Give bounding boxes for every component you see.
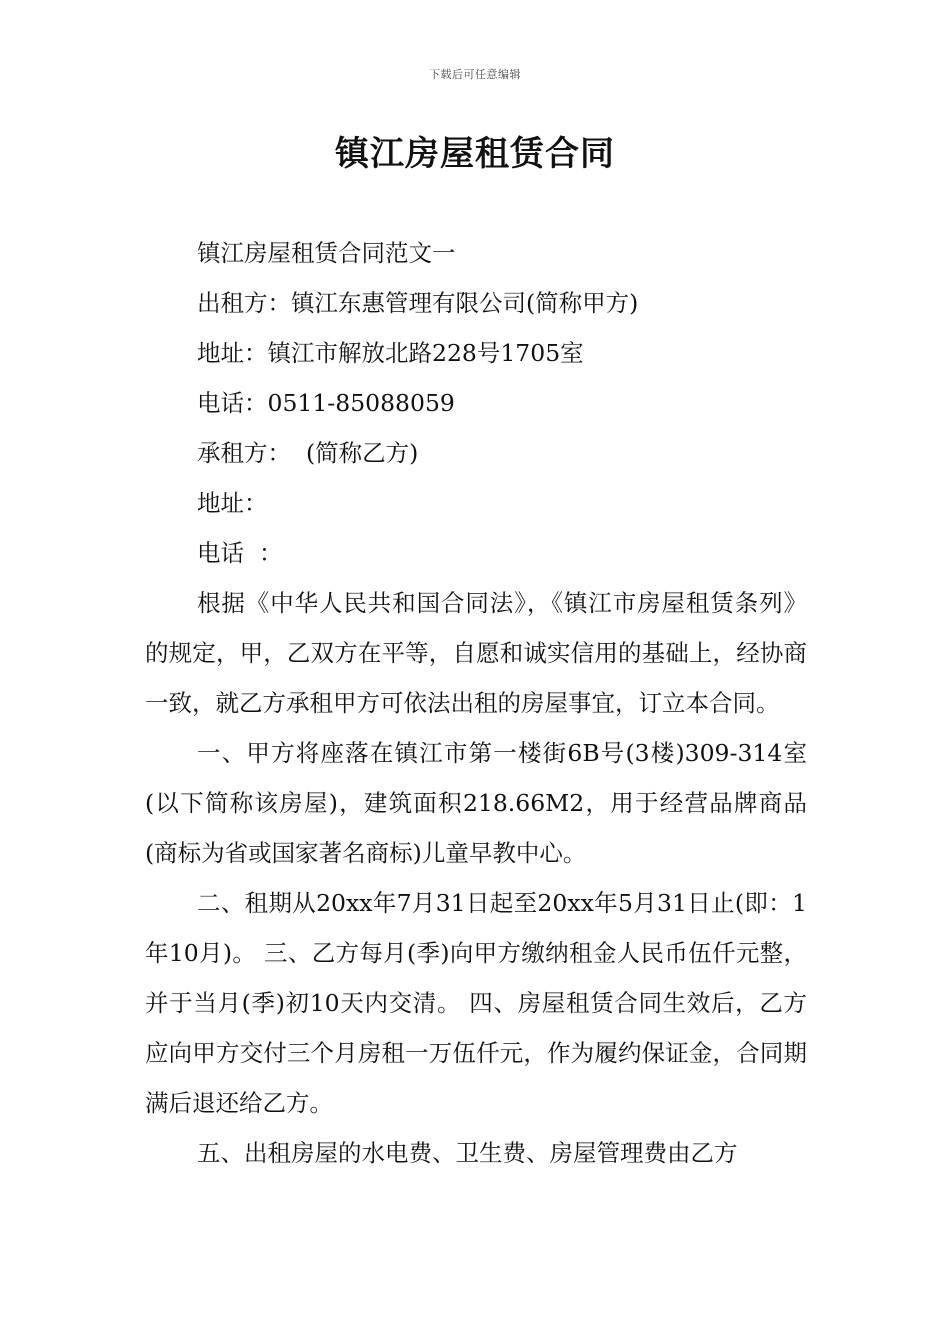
lessee-phone-line: 电话 ： <box>197 539 283 567</box>
lessor-phone-line: 电话：0511-85088059 <box>197 389 455 417</box>
paragraph-legal-basis: 根据《中华人民共和国合同法》，《镇江市房屋租赁条列》的规定，甲，乙双方在平等，自愿和诚实信用的基础上，经协商一致，就乙方承租甲方可依法出租的房屋事宜，订立本合同。 <box>145 589 807 717</box>
header-note: 下载后可任意编辑 <box>429 68 521 81</box>
document-title: 镇江房屋租赁合同 <box>335 134 615 174</box>
lessee-name-line: 承租方： (简称乙方) <box>197 439 419 467</box>
lessee-address-line: 地址： <box>197 489 268 517</box>
document-body <box>145 228 807 1178</box>
lessor-address-line: 地址：镇江市解放北路228号1705室 <box>197 339 584 367</box>
document-subtitle: 镇江房屋租赁合同范文一 <box>197 239 456 267</box>
paragraph-clause-1: 一、甲方将座落在镇江市第一楼街6B号(3楼)309-314室(以下简称该房屋)，建筑面积218.66M2，用于经营品牌商品(商标为省或国家著名商标)儿童早教中心。 <box>145 739 807 867</box>
lessor-name-line: 出租方：镇江东惠管理有限公司(简称甲方) <box>197 289 639 317</box>
paragraph-clause-5: 五、出租房屋的水电费、卫生费、房屋管理费由乙方 <box>197 1139 738 1167</box>
paragraph-clauses-2-4: 二、租期从20xx年7月31日起至20xx年5月31日止(即：1年10月)。 三、乙方每月(季)向甲方缴纳租金人民币伍仟元整，并于当月(季)初10天内交清。 四、房屋租赁合同生效后，乙方应向甲方交付三个月房租一万伍仟元，作为履约保证金，合同期满后退还给乙方。 <box>145 889 807 1117</box>
